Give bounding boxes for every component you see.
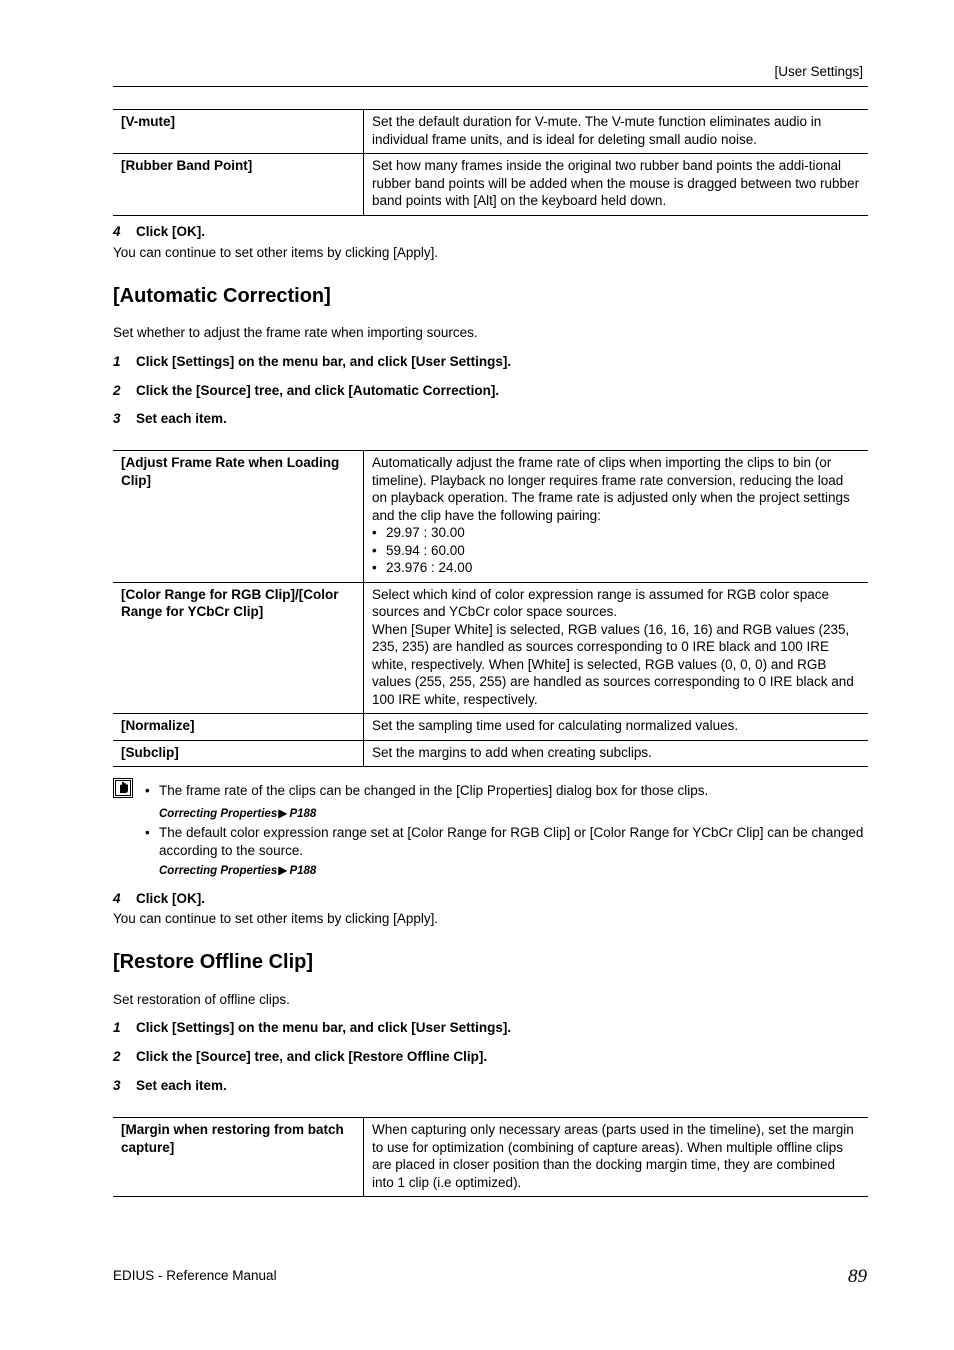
step-2 xyxy=(113,383,499,398)
table-key: [Normalize] xyxy=(113,714,364,741)
apply-note: You can continue to set other items by clicking [Apply]. xyxy=(113,245,439,260)
step-number: 3 xyxy=(113,1078,121,1093)
step-number: 1 xyxy=(113,1020,121,1035)
table-row xyxy=(113,1118,868,1197)
table-key: [V-mute] xyxy=(113,110,364,154)
step-3 xyxy=(113,411,227,426)
step-text: Click [Settings] on the menu bar, and click [User Settings]. xyxy=(136,354,512,369)
step-number: 2 xyxy=(113,1049,121,1064)
step-4 xyxy=(113,224,205,239)
table-value xyxy=(364,582,869,714)
table-value-text: When [Super White] is selected, RGB values (16, 16, 16) and RGB values (235, 235, 235) are handled as sources corresponding to 0 IRE black and 100 IRE white, respectively. When [White] is selected, RGB values (0, 0, 0) and RGB values (255, 255, 255) are handled as sources corresponding to 0 IRE black and 100 IRE white, respectively. xyxy=(372,621,854,707)
pairing-list xyxy=(372,524,860,577)
note-1 xyxy=(145,782,865,800)
running-header: [User Settings] xyxy=(774,64,863,79)
step-text: Set each item. xyxy=(136,1078,227,1093)
table-value: When capturing only necessary areas (parts used in the timeline), set the margin to use for optimization (combining of capture areas). When multiple offline clips are placed in closer position than the docking margin time, they are combined into 1 clip (i.e optimized). xyxy=(364,1118,869,1197)
table-value xyxy=(364,451,869,583)
settings-table-automatic-correction xyxy=(113,450,868,767)
arrow-right-icon: ▶ xyxy=(278,863,288,877)
step-text: Click the [Source] tree, and click [Automatic Correction]. xyxy=(136,383,500,398)
reference-label: Correcting Properties xyxy=(159,808,278,820)
section-title: [Restore Offline Clip] xyxy=(113,951,314,973)
step-2 xyxy=(113,1049,487,1064)
table-value-text: Select which kind of color expression range is assumed for RGB color space sources and YCbCr color space sources. xyxy=(372,586,829,619)
step-3 xyxy=(113,1078,227,1093)
table-key: [Color Range for RGB Clip]/[Color Range for YCbCr Clip] xyxy=(113,582,364,714)
settings-table-restore-offline-clip xyxy=(113,1117,868,1197)
cross-reference-link[interactable] xyxy=(159,806,316,820)
step-number: 4 xyxy=(113,224,121,239)
page-number: 89 xyxy=(848,1266,867,1287)
step-text: Click [OK]. xyxy=(136,224,206,239)
section-intro: Set restoration of offline clips. xyxy=(113,992,290,1007)
table-row xyxy=(113,110,868,154)
step-text: Set each item. xyxy=(136,411,227,426)
table-value: Set the default duration for V-mute. The V-mute function eliminates audio in individual frame units, and is ideal for deleting small audio noise. xyxy=(364,110,869,154)
table-row xyxy=(113,154,868,216)
list-item: • 59.94 : 60.00 xyxy=(372,542,860,560)
note-2 xyxy=(145,824,865,860)
table-row xyxy=(113,714,868,741)
header-rule xyxy=(113,86,868,87)
step-text: Click [Settings] on the menu bar, and click [User Settings]. xyxy=(136,1020,512,1035)
step-number: 1 xyxy=(113,354,121,369)
table-row xyxy=(113,582,868,714)
table-value: Set how many frames inside the original two rubber band points the addi-tional rubber band points will be added when the mouse is dragged between two rubber band points with [Alt] on the keyboard held down. xyxy=(364,154,869,216)
bullet-icon: • xyxy=(145,825,150,840)
settings-table-vmute xyxy=(113,109,868,216)
note-hand-icon xyxy=(113,778,133,798)
note-text: The frame rate of the clips can be changed in the [Clip Properties] dialog box for those clips. xyxy=(159,783,709,798)
step-text: Click [OK]. xyxy=(136,891,206,906)
cross-reference-link[interactable] xyxy=(159,863,316,877)
reference-page: P188 xyxy=(289,808,317,820)
arrow-right-icon: ▶ xyxy=(278,806,288,820)
step-number: 4 xyxy=(113,891,121,906)
step-1 xyxy=(113,354,511,369)
table-key: [Adjust Frame Rate when Loading Clip] xyxy=(113,451,364,583)
bullet-icon: • xyxy=(145,783,150,798)
note-text: The default color expression range set at [Color Range for RGB Clip] or [Color Range for YCbCr Clip] can be changed according to the source. xyxy=(159,825,864,858)
table-row xyxy=(113,740,868,767)
section-intro: Set whether to adjust the frame rate when importing sources. xyxy=(113,325,478,340)
table-value: Set the sampling time used for calculating normalized values. xyxy=(364,714,869,741)
table-row xyxy=(113,451,868,583)
reference-page: P188 xyxy=(289,865,317,877)
table-key: [Subclip] xyxy=(113,740,364,767)
table-value: Set the margins to add when creating subclips. xyxy=(364,740,869,767)
table-key: [Rubber Band Point] xyxy=(113,154,364,216)
step-number: 3 xyxy=(113,411,121,426)
list-item: • 29.97 : 30.00 xyxy=(372,524,860,542)
section-title: [Automatic Correction] xyxy=(113,285,331,307)
step-1 xyxy=(113,1020,511,1035)
list-item: • 23.976 : 24.00 xyxy=(372,559,860,577)
step-4 xyxy=(113,891,205,906)
apply-note: You can continue to set other items by clicking [Apply]. xyxy=(113,911,439,926)
reference-label: Correcting Properties xyxy=(159,865,278,877)
step-number: 2 xyxy=(113,383,121,398)
footer-manual-title: EDIUS - Reference Manual xyxy=(113,1268,277,1283)
table-key: [Margin when restoring from batch capture] xyxy=(113,1118,364,1197)
table-value-text: Automatically adjust the frame rate of clips when importing the clips to bin (or timeline). Playback no longer requires frame rate conversion, reducing the load on playback operation. The frame rate is adjusted only when the project settings and the clip have the following pairing: xyxy=(372,455,850,523)
step-text: Click the [Source] tree, and click [Restore Offline Clip]. xyxy=(136,1049,488,1064)
